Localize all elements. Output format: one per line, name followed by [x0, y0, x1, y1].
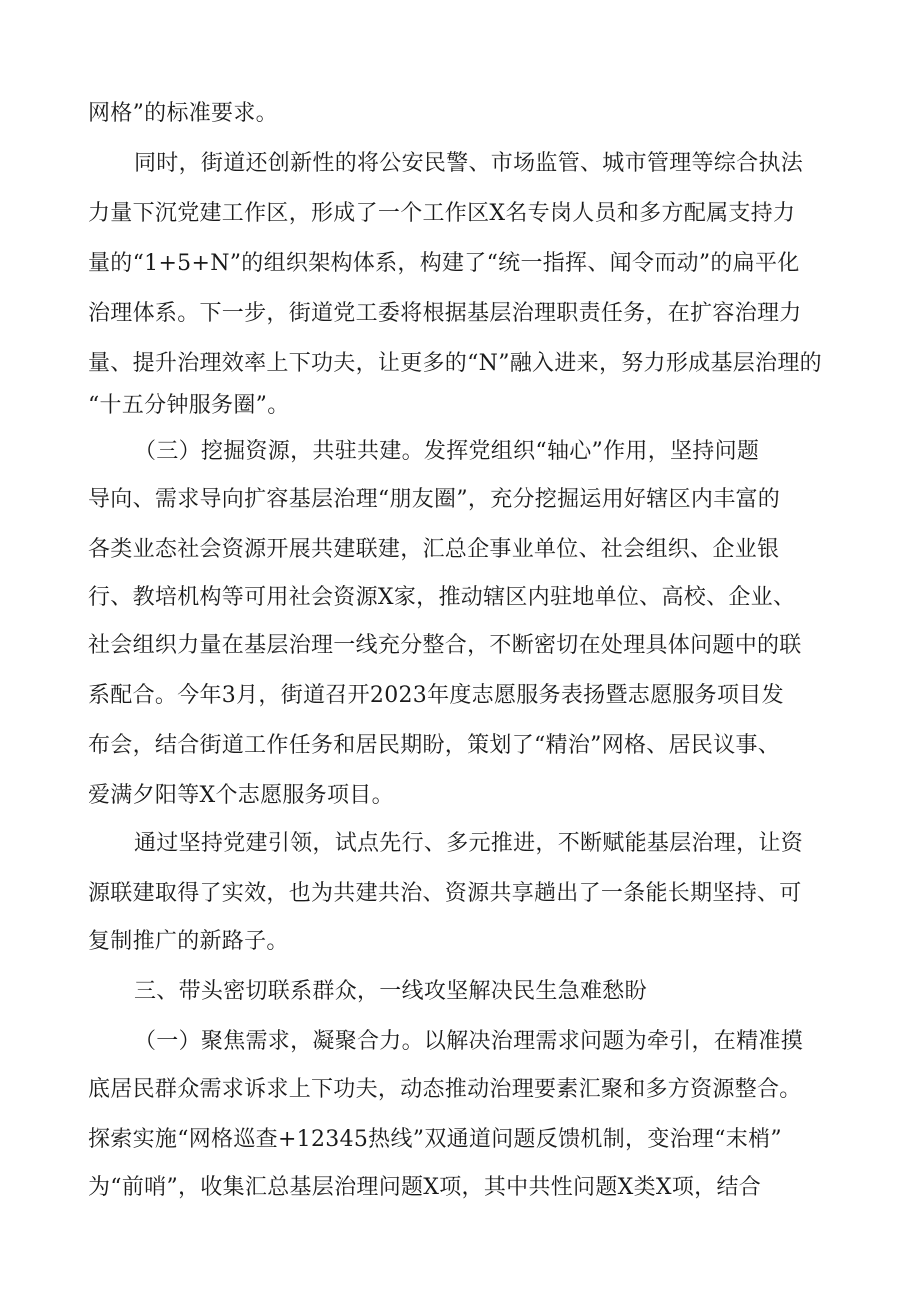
- text-line: 治理体系。下一步，街道党工委将根据基层治理职责任务，在扩容治理力: [88, 301, 802, 326]
- text-line: 力量下沉党建工作区，形成了一个工作区X名专岗人员和多方配属支持力: [88, 201, 796, 226]
- text-line: “十五分钟服务圈”。: [88, 393, 290, 418]
- text-line: （一）聚焦需求，凝聚合力。以解决治理需求问题为牵引，在精准摸: [134, 1029, 804, 1054]
- text-line: 爱满夕阳等X个志愿服务项目。: [88, 783, 394, 808]
- text-line: 探索实施“网格巡查+12345热线”双通道问题反馈机制，变治理“末梢”: [88, 1127, 782, 1152]
- text-line: （三）挖掘资源，共驻共建。发挥党组织“轴心”作用，坚持问题: [134, 439, 760, 464]
- text-line: 同时，街道还创新性的将公安民警、市场监管、城市管理等综合执法: [134, 151, 804, 176]
- text-line: 导向、需求导向扩容基层治理“朋友圈”，充分挖掘运用好辖区内丰富的: [88, 487, 781, 512]
- text-line: 布会，结合街道工作任务和居民期盼，策划了“精治”网格、居民议事、: [88, 733, 781, 758]
- text-line: 社会组织力量在基层治理一线充分整合，不断密切在处理具体问题中的联: [88, 633, 802, 658]
- text-line: 系配合。今年3月，街道召开2023年度志愿服务表扬暨志愿服务项目发: [88, 683, 784, 708]
- text-line: 为“前哨”，收集汇总基层治理问题X项，其中共性问题X类X项，结合: [88, 1175, 762, 1200]
- section-heading: 三、带头密切联系群众，一线攻坚解决民生急难愁盼: [134, 979, 647, 1004]
- text-line: 网格”的标准要求。: [88, 101, 278, 126]
- text-line: 源联建取得了实效，也为共建共治、资源共享趟出了一条能长期坚持、可: [88, 881, 802, 906]
- text-line: 底居民群众需求诉求上下功夫，动态推动治理要素汇聚和多方资源整合。: [88, 1077, 802, 1102]
- text-line: 行、教培机构等可用社会资源X家，推动辖区内驻地单位、高校、企业、: [88, 585, 796, 610]
- text-line: 各类业态社会资源开展共建联建，汇总企事业单位、社会组织、企业银: [88, 537, 780, 562]
- text-line: 量的“1+5+N”的组织架构体系，构建了“统一指挥、闻令而动”的扁平化: [88, 251, 800, 276]
- text-line: 通过坚持党建引领，试点先行、多元推进，不断赋能基层治理，让资: [134, 831, 804, 856]
- text-line: 复制推广的新路子。: [88, 929, 289, 954]
- text-line: 量、提升治理效率上下功夫，让更多的“N”融入进来，努力形成基层治理的: [88, 351, 822, 376]
